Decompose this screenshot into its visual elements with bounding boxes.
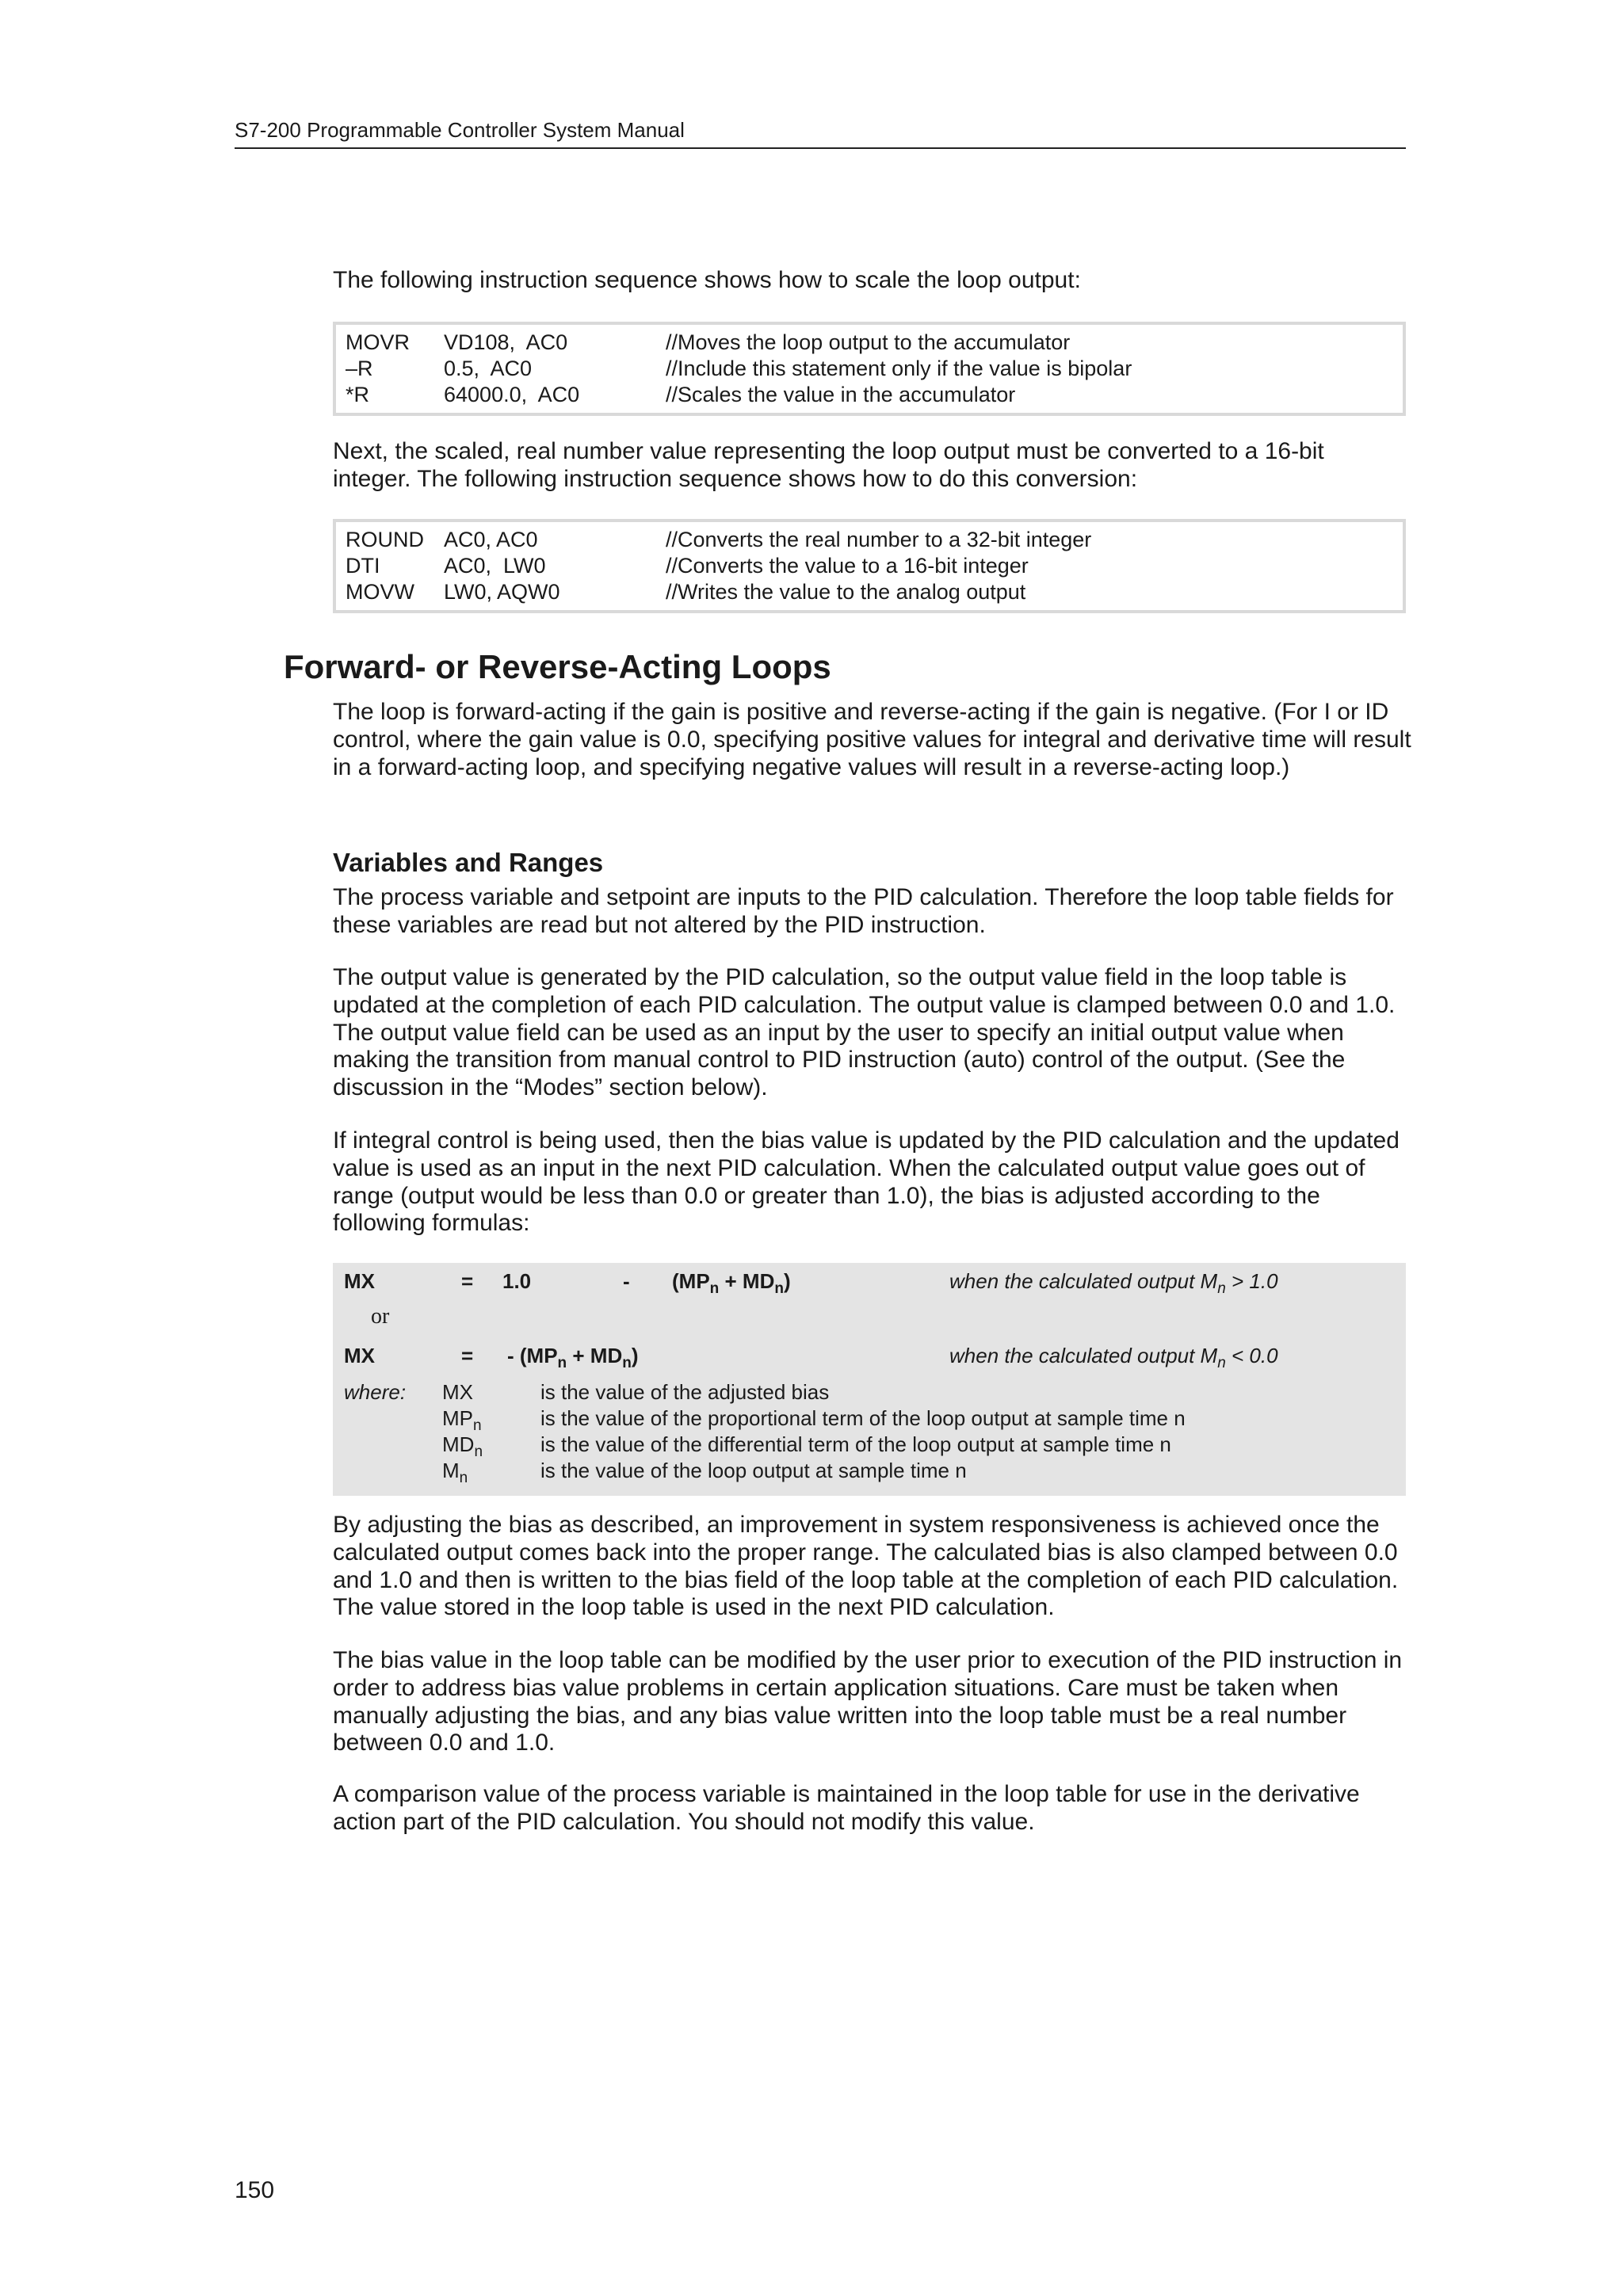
code-args: AC0, LW0: [444, 554, 546, 578]
code-comment: //Moves the loop output to the accumulator: [666, 330, 1071, 354]
intro-paragraph-1: The following instruction sequence shows how to scale the loop output:: [333, 267, 1081, 293]
code-op: –R: [346, 357, 373, 380]
code-comment: //Writes the value to the analog output: [666, 580, 1026, 604]
formula-lhs: MX: [344, 1344, 375, 1367]
code-args: 0.5, AC0: [444, 357, 533, 380]
section-heading: Forward- or Reverse-Acting Loops: [284, 648, 831, 685]
running-header: [235, 114, 1406, 149]
code-args: 64000.0, AC0: [444, 383, 580, 406]
code-args: LW0, AQW0: [444, 580, 560, 604]
formula-condition: when the calculated output $M_n < 0.0$: [949, 1344, 1278, 1371]
bias-formula-box: [333, 1263, 1406, 1496]
code-op: MOVR: [346, 330, 410, 354]
code-comment: //Converts the value to a 16-bit integer: [666, 554, 1029, 578]
def-description: is the value of the loop output at sample time n: [540, 1459, 967, 1482]
code-comment: //Include this statement only if the value is bipolar: [666, 357, 1132, 380]
formula-constant: 1.0: [502, 1269, 532, 1293]
intro-paragraph-2: Next, the scaled, real number value representing the loop output must be converted to a 16-bit integer. The following instruction sequence shows how to do this conversion:: [333, 438, 1324, 492]
def-symbol: $M_n$: [442, 1459, 468, 1486]
def-description: is the value of the proportional term of the loop output at sample time n: [540, 1406, 1186, 1430]
code-args: AC0, AC0: [444, 528, 538, 551]
formula-equals: =: [461, 1269, 474, 1293]
formula-expression: $(MP_n + MD_n)$: [672, 1269, 791, 1297]
code-comment: //Converts the real number to a 32-bit integer: [666, 528, 1092, 551]
formula-expression: - $(MP_n + MD_n)$: [507, 1344, 639, 1371]
formula-where-label: where:: [344, 1380, 407, 1404]
code-op: MOVW: [346, 580, 414, 604]
section-paragraph: The loop is forward-acting if the gain is positive and reverse-acting if the gain is negative. (For I or ID control, where the gain value is 0.0, specifying positive values for integral and derivative time will result in a forward-acting loop, and specifying negative values will result in a reverse-acting loop.): [333, 699, 1411, 780]
body-paragraph: If integral control is being used, then the bias value is updated by the PID calculation and the updated value is used as an input in the next PID calculation. When the calculated output value goes out of range (output would be less than 0.0 or greater than 1.0), the bias is adjusted according to the following formulas:: [333, 1127, 1400, 1237]
code-op: *R: [346, 383, 370, 406]
body-paragraph: A comparison value of the process variable is maintained in the loop table for use in the derivative action part of the PID calculation. You should not modify this value.: [333, 1781, 1360, 1835]
code-line: [346, 527, 1403, 553]
formula-condition: when the calculated output $M_n > 1.0$: [949, 1269, 1278, 1297]
code-op: ROUND: [346, 528, 424, 551]
def-symbol: $MP_n$: [442, 1406, 482, 1434]
formula-equals: =: [461, 1344, 474, 1367]
formula-minus: -: [623, 1269, 630, 1293]
code-block-scale: [333, 322, 1406, 416]
code-line: [346, 579, 1403, 605]
def-symbol: MX: [442, 1380, 473, 1404]
def-symbol: $MD_n$: [442, 1432, 483, 1460]
subsection-heading: Variables and Ranges: [333, 848, 604, 877]
formula-lhs: MX: [344, 1269, 375, 1293]
def-description: is the value of the differential term of the loop output at sample time n: [540, 1432, 1171, 1456]
body-paragraph: The output value is generated by the PID calculation, so the output value field in the loop table is updated at the completion of each PID calculation. The output value is clamped between 0.0 and 1.0. The output value field can be used as an input by the user to specify an initial output value when making the transition from manual control to PID instruction (auto) control of the output. (See the discussion in the “Modes” section below).: [333, 964, 1396, 1101]
body-paragraph: By adjusting the bias as described, an improvement in system responsiveness is achieved once the calculated output comes back into the proper range. The calculated bias is also clamped between 0.0 and 1.0 and then is written to the bias field of the loop table at the completion of each PID calculation. The value stored in the loop table is used in the next PID calculation.: [333, 1512, 1399, 1621]
code-comment: //Scales the value in the accumulator: [666, 383, 1016, 406]
manual-title: S7-200 Programmable Controller System Manual: [235, 118, 685, 142]
def-description: is the value of the adjusted bias: [540, 1380, 830, 1404]
code-block-convert: [333, 519, 1406, 613]
code-op: DTI: [346, 554, 380, 578]
code-line: [346, 330, 1403, 356]
code-line: [346, 553, 1403, 579]
page-number: 150: [235, 2177, 275, 2203]
body-paragraph: The bias value in the loop table can be modified by the user prior to execution of the PID instruction in order to address bias value problems in certain application situations. Care must be taken when manually adjusting the bias, and any bias value written into the loop table must be a real number between 0.0 and 1.0.: [333, 1647, 1403, 1756]
code-line: [346, 356, 1403, 382]
body-paragraph: The process variable and setpoint are inputs to the PID calculation. Therefore the loop table fields for these variables are read but not altered by the PID instruction.: [333, 884, 1394, 938]
code-line: [346, 382, 1403, 408]
code-args: VD108, AC0: [444, 330, 568, 354]
formula-or: or: [371, 1304, 390, 1329]
